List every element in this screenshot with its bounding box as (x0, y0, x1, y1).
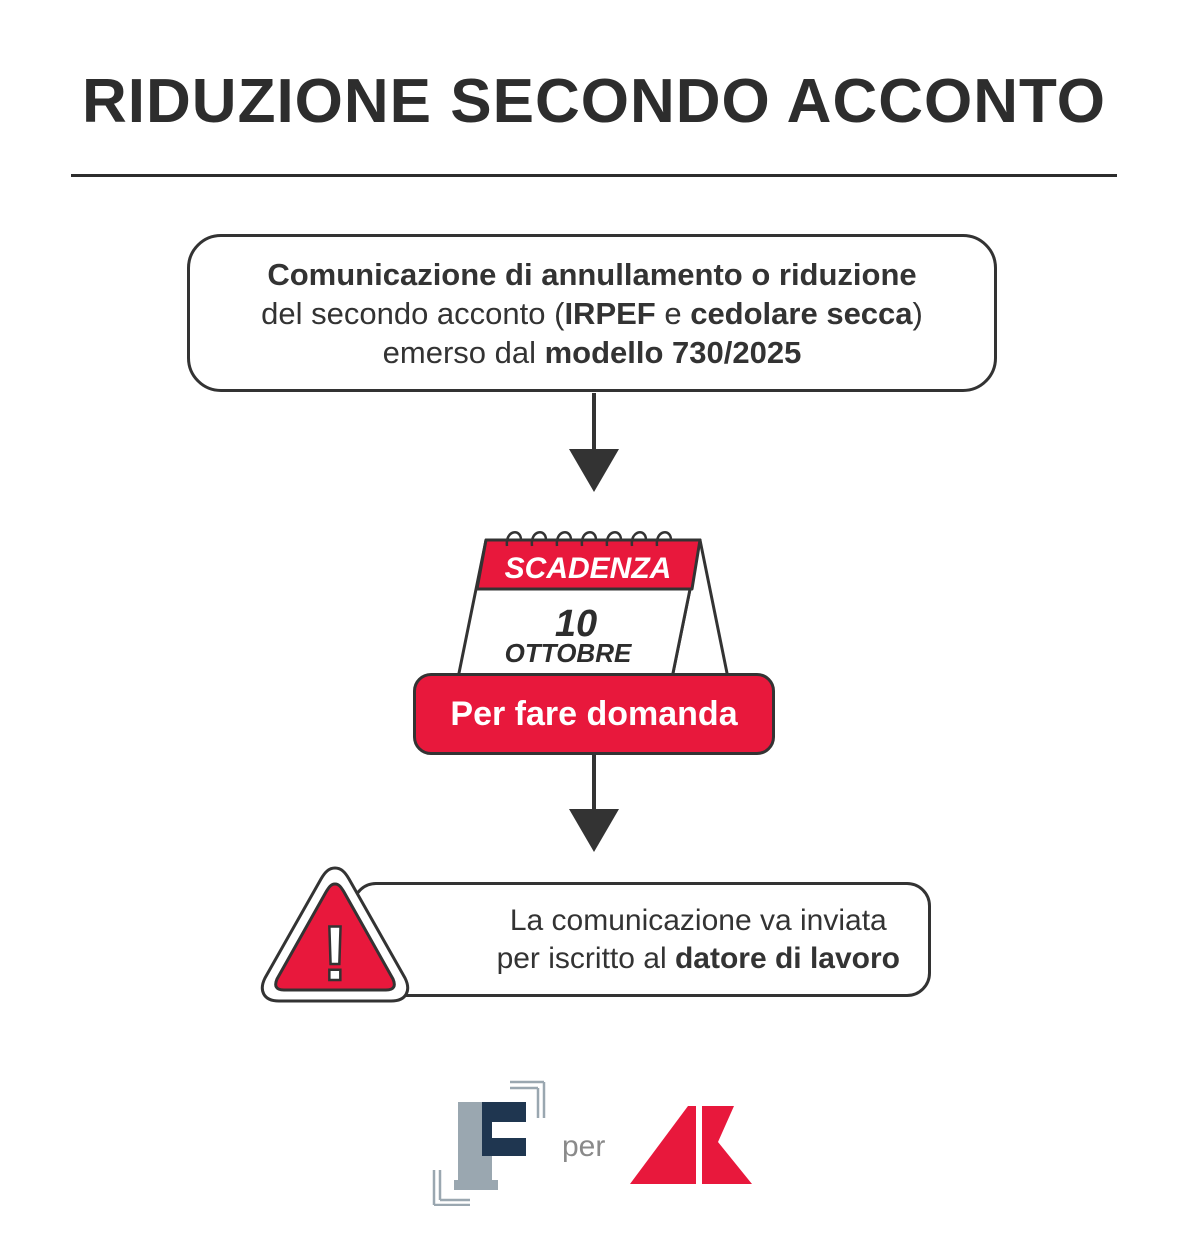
warning-triangle-icon (255, 862, 415, 1008)
info-box-datore (352, 882, 931, 997)
calendar-header: SCADENZA (504, 552, 672, 585)
calendar-day: 10 (554, 603, 598, 645)
logo-ak (630, 1104, 754, 1186)
page-title: RIDUZIONE SECONDO ACCONTO (82, 67, 1106, 136)
logo-f (432, 1080, 552, 1206)
info-box2-line-2: per iscritto al datore di lavoro (496, 941, 900, 975)
arrow-down-icon (569, 393, 619, 492)
calendar-month: OTTOBRE (504, 638, 632, 668)
info-box-line-2: del secondo acconto (IRPEF e cedolare secca) (261, 295, 923, 331)
per-fare-domanda-label: Per fare domanda (413, 673, 775, 755)
calendar-icon (458, 532, 728, 678)
footer-separator: per (562, 1130, 606, 1163)
arrow-down-icon (569, 755, 619, 852)
info-box-line-3: emerso dal modello 730/2025 (382, 334, 802, 370)
info-box2-line-1: La comunicazione va inviata (509, 903, 887, 937)
info-box-line-1: Comunicazione di annullamento o riduzione (267, 256, 917, 292)
warning-glyph: ! (322, 909, 348, 997)
